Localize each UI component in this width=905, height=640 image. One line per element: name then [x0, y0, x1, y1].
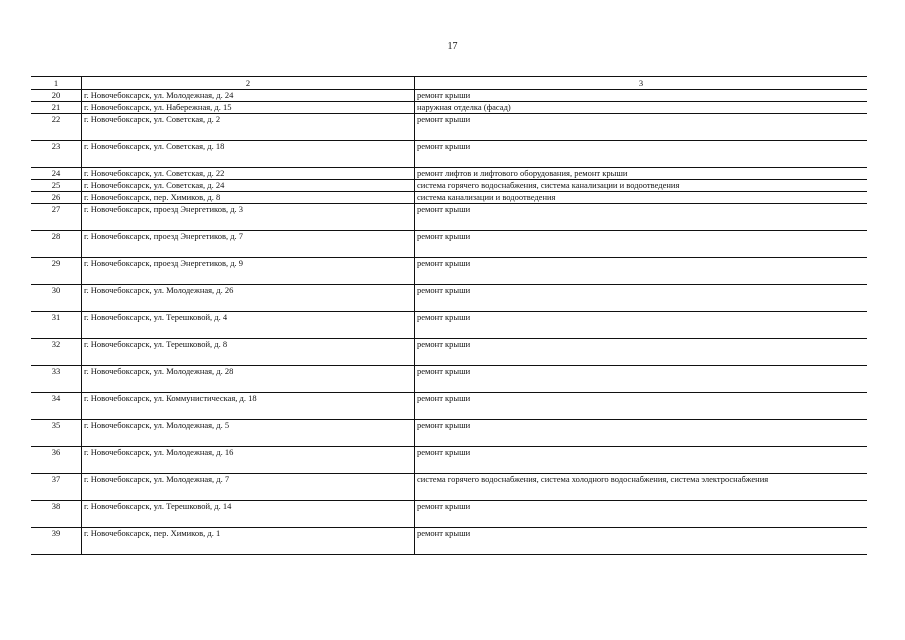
- row-address: г. Новочебоксарск, ул. Молодежная, д. 28: [82, 366, 415, 393]
- row-number: 34: [31, 393, 82, 420]
- row-number: 29: [31, 258, 82, 285]
- table-row: [31, 366, 867, 393]
- table-row: [31, 393, 867, 420]
- table-header-row: [31, 77, 867, 90]
- row-address: г. Новочебоксарск, ул. Терешковой, д. 14: [82, 501, 415, 528]
- table-row: [31, 447, 867, 474]
- page-number: 17: [447, 41, 458, 52]
- row-number: 32: [31, 339, 82, 366]
- row-number: 27: [31, 204, 82, 231]
- row-work: ремонт крыши: [415, 528, 868, 555]
- row-work: наружная отделка (фасад): [415, 102, 868, 114]
- table-row: [31, 102, 867, 114]
- row-address: г. Новочебоксарск, ул. Терешковой, д. 4: [82, 312, 415, 339]
- row-number: 28: [31, 231, 82, 258]
- table-row: [31, 501, 867, 528]
- table-row: [31, 231, 867, 258]
- table-row: [31, 168, 867, 180]
- table-row: [31, 90, 867, 102]
- row-work: ремонт крыши: [415, 339, 868, 366]
- row-address: г. Новочебоксарск, проезд Энергетиков, д. 9: [82, 258, 415, 285]
- row-work: ремонт крыши: [415, 141, 868, 168]
- row-number: 33: [31, 366, 82, 393]
- table-row: [31, 258, 867, 285]
- row-number: 21: [31, 102, 82, 114]
- row-address: г. Новочебоксарск, ул. Советская, д. 2: [82, 114, 415, 141]
- row-address: г. Новочебоксарск, ул. Советская, д. 18: [82, 141, 415, 168]
- header-col-3: 3: [415, 77, 868, 90]
- table-row: [31, 141, 867, 168]
- row-address: г. Новочебоксарск, ул. Молодежная, д. 7: [82, 474, 415, 501]
- table-row: [31, 285, 867, 312]
- row-address: г. Новочебоксарск, проезд Энергетиков, д. 7: [82, 231, 415, 258]
- row-work: ремонт крыши: [415, 231, 868, 258]
- row-work: система канализации и водоотведения: [415, 192, 868, 204]
- row-work: ремонт крыши: [415, 90, 868, 102]
- row-work: ремонт крыши: [415, 501, 868, 528]
- row-number: 37: [31, 474, 82, 501]
- row-number: 22: [31, 114, 82, 141]
- row-address: г. Новочебоксарск, ул. Советская, д. 22: [82, 168, 415, 180]
- row-work: система горячего водоснабжения, система холодного водоснабжения, система электроснабжения: [415, 474, 868, 501]
- header-col-1: 1: [31, 77, 82, 90]
- row-address: г. Новочебоксарск, ул. Молодежная, д. 5: [82, 420, 415, 447]
- row-work: ремонт крыши: [415, 204, 868, 231]
- row-work: ремонт крыши: [415, 258, 868, 285]
- row-address: г. Новочебоксарск, ул. Молодежная, д. 26: [82, 285, 415, 312]
- table-row: [31, 420, 867, 447]
- row-number: 23: [31, 141, 82, 168]
- row-number: 30: [31, 285, 82, 312]
- row-address: г. Новочебоксарск, ул. Терешковой, д. 8: [82, 339, 415, 366]
- row-work: ремонт крыши: [415, 312, 868, 339]
- table-row: [31, 312, 867, 339]
- row-work: ремонт крыши: [415, 393, 868, 420]
- table-row: [31, 204, 867, 231]
- row-address: г. Новочебоксарск, пер. Химиков, д. 1: [82, 528, 415, 555]
- table-row: [31, 114, 867, 141]
- table-row: [31, 528, 867, 555]
- table-row: [31, 192, 867, 204]
- row-number: 20: [31, 90, 82, 102]
- row-work: ремонт крыши: [415, 114, 868, 141]
- row-number: 39: [31, 528, 82, 555]
- table-row: [31, 339, 867, 366]
- row-number: 31: [31, 312, 82, 339]
- table-row: [31, 180, 867, 192]
- row-number: 26: [31, 192, 82, 204]
- row-number: 36: [31, 447, 82, 474]
- row-work: ремонт крыши: [415, 447, 868, 474]
- row-work: ремонт крыши: [415, 285, 868, 312]
- row-number: 38: [31, 501, 82, 528]
- row-address: г. Новочебоксарск, ул. Коммунистическая, д. 18: [82, 393, 415, 420]
- row-address: г. Новочебоксарск, ул. Молодежная, д. 24: [82, 90, 415, 102]
- row-address: г. Новочебоксарск, проезд Энергетиков, д. 3: [82, 204, 415, 231]
- row-number: 24: [31, 168, 82, 180]
- row-number: 25: [31, 180, 82, 192]
- row-address: г. Новочебоксарск, пер. Химиков, д. 8: [82, 192, 415, 204]
- row-address: г. Новочебоксарск, ул. Советская, д. 24: [82, 180, 415, 192]
- row-work: ремонт крыши: [415, 366, 868, 393]
- row-work: ремонт лифтов и лифтового оборудования, ремонт крыши: [415, 168, 868, 180]
- row-address: г. Новочебоксарск, ул. Молодежная, д. 16: [82, 447, 415, 474]
- row-address: г. Новочебоксарск, ул. Набережная, д. 15: [82, 102, 415, 114]
- repair-table: [31, 76, 867, 555]
- row-work: система горячего водоснабжения, система канализации и водоотведения: [415, 180, 868, 192]
- table-row: [31, 474, 867, 501]
- row-work: ремонт крыши: [415, 420, 868, 447]
- row-number: 35: [31, 420, 82, 447]
- header-col-2: 2: [82, 77, 415, 90]
